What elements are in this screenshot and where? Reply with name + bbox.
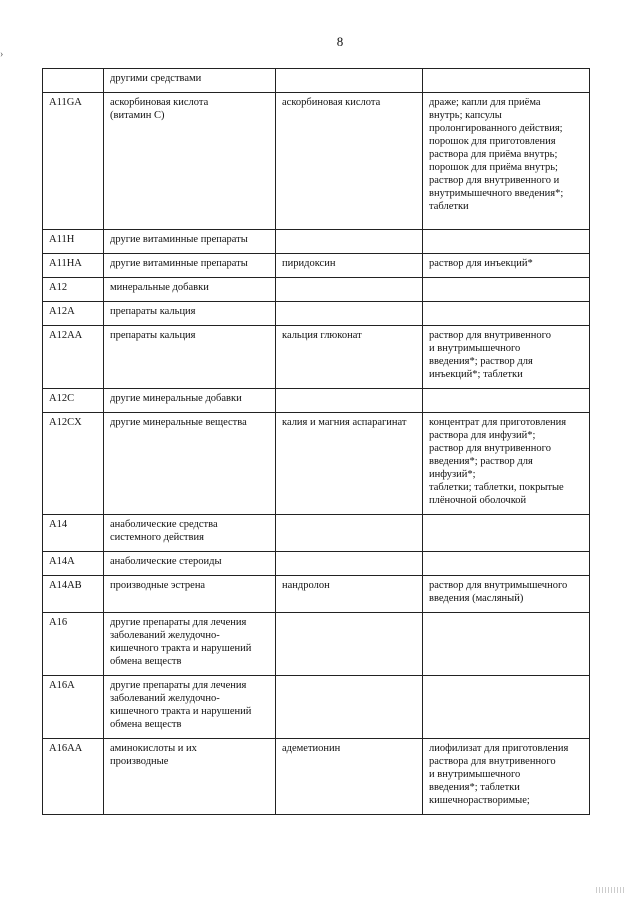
table-row bbox=[43, 739, 590, 815]
inn-name-cell: нандролон bbox=[276, 576, 423, 613]
dosage-form-cell: раствор для инъекций* bbox=[423, 254, 590, 278]
table-body bbox=[43, 69, 590, 815]
dosage-form-cell bbox=[423, 230, 590, 254]
group-name-cell: минеральные добавки bbox=[104, 278, 276, 302]
group-name-cell: другие витаминные препараты bbox=[104, 230, 276, 254]
dosage-form-cell bbox=[423, 515, 590, 552]
atc-code-cell bbox=[43, 69, 104, 93]
atc-code-cell: A12A bbox=[43, 302, 104, 326]
inn-name-cell: пиридоксин bbox=[276, 254, 423, 278]
dosage-form-cell bbox=[423, 613, 590, 676]
atc-code-cell: A14AB bbox=[43, 576, 104, 613]
page-number: 8 bbox=[336, 34, 344, 49]
inn-name-cell bbox=[276, 515, 423, 552]
dosage-form-cell bbox=[423, 302, 590, 326]
dosage-form-cell: лиофилизат для приготовления раствора для внутривенного и внутримышечного введения*; таблетки кишечнорастворимые; bbox=[423, 739, 590, 815]
inn-name-cell bbox=[276, 676, 423, 739]
table-row bbox=[43, 230, 590, 254]
scan-mark: › bbox=[0, 49, 4, 60]
atc-code-cell: A12CX bbox=[43, 413, 104, 515]
group-name-cell: другие витаминные препараты bbox=[104, 254, 276, 278]
group-name-cell: препараты кальция bbox=[104, 302, 276, 326]
dosage-form-cell bbox=[423, 389, 590, 413]
inn-name-cell: кальция глюконат bbox=[276, 326, 423, 389]
dosage-form-cell bbox=[423, 278, 590, 302]
table-row bbox=[43, 676, 590, 739]
table-row bbox=[43, 278, 590, 302]
table-row bbox=[43, 93, 590, 230]
inn-name-cell: аскорбиновая кислота bbox=[276, 93, 423, 230]
atc-code-cell: A14A bbox=[43, 552, 104, 576]
dosage-form-cell: раствор для внутримышечного введения (масляный) bbox=[423, 576, 590, 613]
atc-code-cell: A12 bbox=[43, 278, 104, 302]
table-row bbox=[43, 613, 590, 676]
table-row bbox=[43, 515, 590, 552]
inn-name-cell bbox=[276, 389, 423, 413]
atc-code-cell: A11HA bbox=[43, 254, 104, 278]
group-name-cell: другими средствами bbox=[104, 69, 276, 93]
atc-code-cell: A12AA bbox=[43, 326, 104, 389]
inn-name-cell bbox=[276, 613, 423, 676]
atc-code-cell: A16A bbox=[43, 676, 104, 739]
atc-code-cell: A12C bbox=[43, 389, 104, 413]
dosage-form-cell bbox=[423, 676, 590, 739]
group-name-cell: другие препараты для лечения заболеваний желудочно- кишечного тракта и нарушений обмена веществ bbox=[104, 613, 276, 676]
group-name-cell: препараты кальция bbox=[104, 326, 276, 389]
table-row bbox=[43, 552, 590, 576]
dosage-form-cell bbox=[423, 69, 590, 93]
group-name-cell: производные эстрена bbox=[104, 576, 276, 613]
scan-artifact bbox=[596, 887, 626, 893]
dosage-form-cell: драже; капли для приёма внутрь; капсулы пролонгированного действия; порошок для приготовления раствора для приёма внутрь; порошок для приёма внутрь; раствор для внутривенного и внутримышечного введения*; таблетки bbox=[423, 93, 590, 230]
dosage-form-cell: раствор для внутривенного и внутримышечного введения*; раствор для инъекций*; таблетки bbox=[423, 326, 590, 389]
dosage-form-cell bbox=[423, 552, 590, 576]
group-name-cell: другие минеральные добавки bbox=[104, 389, 276, 413]
table-row bbox=[43, 69, 590, 93]
inn-name-cell bbox=[276, 69, 423, 93]
atc-code-cell: A11H bbox=[43, 230, 104, 254]
table-row bbox=[43, 326, 590, 389]
inn-name-cell bbox=[276, 552, 423, 576]
table-row bbox=[43, 413, 590, 515]
dosage-form-cell: концентрат для приготовления раствора для инфузий*; раствор для внутривенного введения*; раствор для инфузий*; таблетки; таблетки, покрытые плёночной оболочкой bbox=[423, 413, 590, 515]
inn-name-cell bbox=[276, 278, 423, 302]
atc-code-cell: A16 bbox=[43, 613, 104, 676]
group-name-cell: аскорбиновая кислота (витамин С) bbox=[104, 93, 276, 230]
inn-name-cell bbox=[276, 302, 423, 326]
group-name-cell: аминокислоты и их производные bbox=[104, 739, 276, 815]
inn-name-cell: адеметионин bbox=[276, 739, 423, 815]
group-name-cell: анаболические средства системного действия bbox=[104, 515, 276, 552]
atc-code-cell: A11GA bbox=[43, 93, 104, 230]
atc-code-cell: A14 bbox=[43, 515, 104, 552]
drug-classification-table bbox=[42, 68, 590, 815]
group-name-cell: другие препараты для лечения заболеваний желудочно- кишечного тракта и нарушений обмена веществ bbox=[104, 676, 276, 739]
table-row bbox=[43, 302, 590, 326]
table-row bbox=[43, 389, 590, 413]
group-name-cell: другие минеральные вещества bbox=[104, 413, 276, 515]
atc-code-cell: A16AA bbox=[43, 739, 104, 815]
inn-name-cell: калия и магния аспарагинат bbox=[276, 413, 423, 515]
table-row bbox=[43, 254, 590, 278]
group-name-cell: анаболические стероиды bbox=[104, 552, 276, 576]
inn-name-cell bbox=[276, 230, 423, 254]
table-row bbox=[43, 576, 590, 613]
